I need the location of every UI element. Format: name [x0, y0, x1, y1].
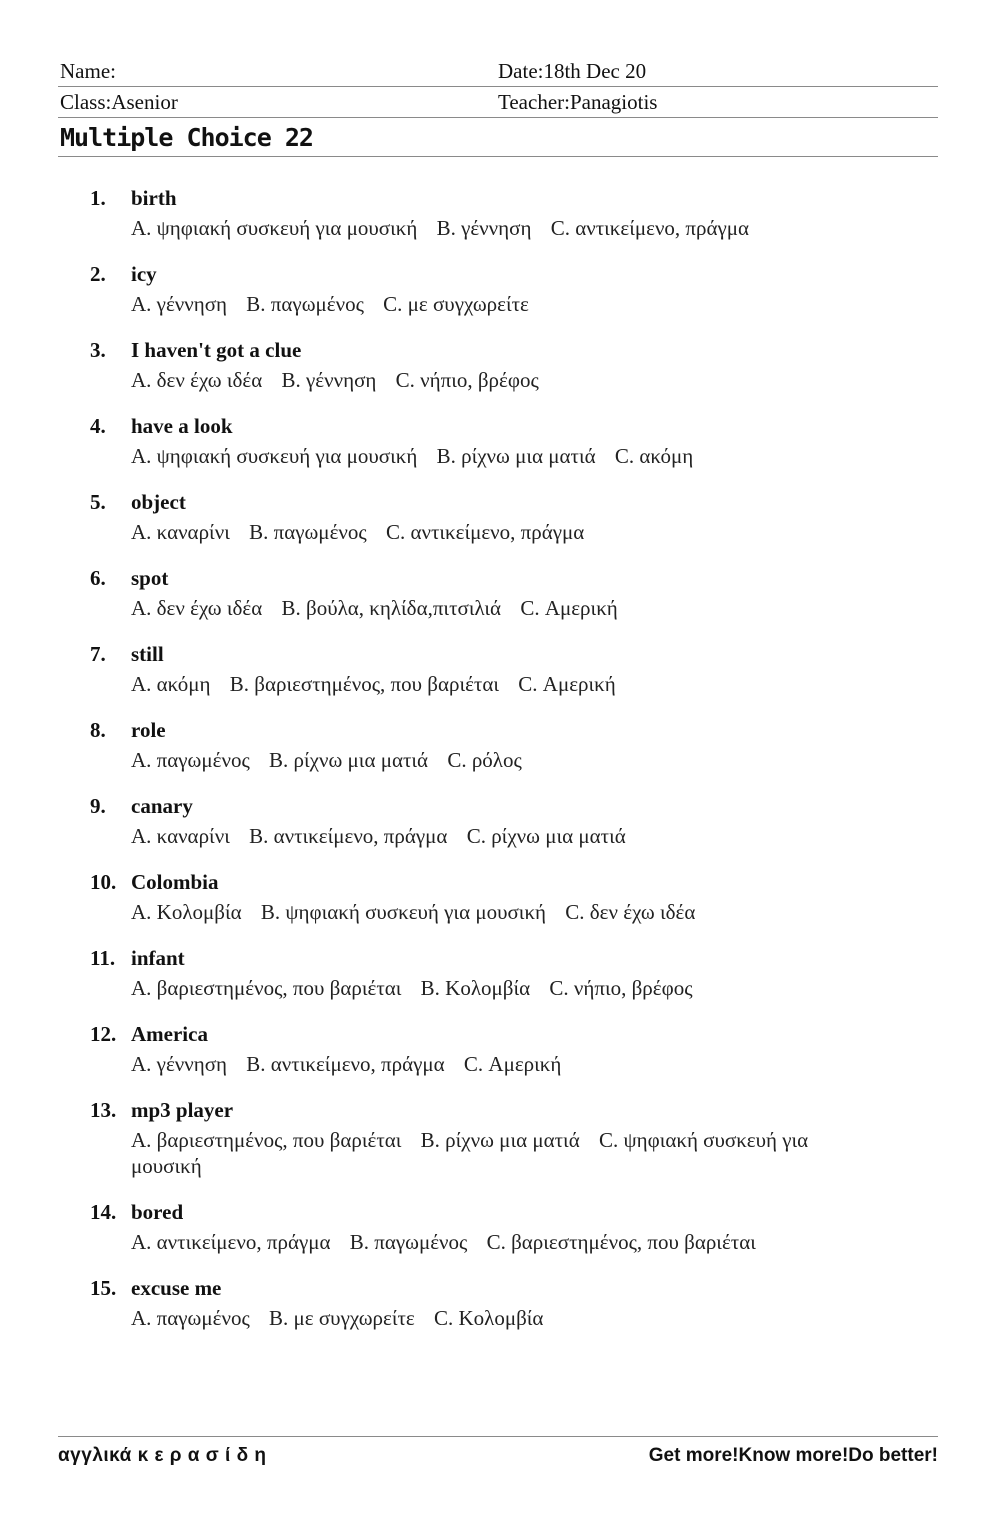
option-a[interactable]: A. γέννηση — [131, 292, 228, 316]
question-number: 12. — [90, 1022, 117, 1046]
question-number: 15. — [90, 1276, 117, 1300]
option-a[interactable]: A. αντικείμενο, πράγμα — [131, 1230, 331, 1254]
question-term: spot — [131, 566, 169, 590]
question-options — [131, 747, 871, 773]
option-b[interactable]: B. παγωμένος — [249, 520, 367, 544]
option-c[interactable]: C. νήπιο, βρέφος — [549, 976, 693, 1000]
question-number: 2. — [90, 262, 106, 286]
option-b[interactable]: B. Κολομβία — [420, 976, 531, 1000]
question-term: canary — [131, 794, 193, 818]
option-a[interactable]: A. ψηφιακή συσκευή για μουσική — [131, 444, 418, 468]
option-a[interactable]: A. βαριεστημένος, που βαριέται — [131, 976, 402, 1000]
question-list — [0, 184, 1000, 1350]
question-options — [131, 1229, 871, 1255]
option-a[interactable]: A. δεν έχω ιδέα — [131, 368, 263, 392]
question-number: 1. — [90, 186, 106, 210]
question-options — [131, 899, 871, 925]
question-options — [131, 291, 871, 317]
option-b[interactable]: B. βαριεστημένος, που βαριέται — [229, 672, 500, 696]
question-number: 9. — [90, 794, 106, 818]
header-row-name-date — [58, 56, 938, 87]
option-c[interactable]: C. Αμερική — [463, 1052, 562, 1076]
footer-slogan: Get more!Know more!Do better! — [648, 1445, 938, 1466]
option-b[interactable]: B. παγωμένος — [349, 1230, 468, 1254]
question-options — [131, 1305, 871, 1331]
option-a[interactable]: A. γέννηση — [131, 1052, 228, 1076]
question-term: icy — [131, 262, 157, 286]
option-c[interactable]: C. βαριεστημένος, που βαριέται — [486, 1230, 756, 1254]
option-c[interactable]: C. ρόλος — [447, 748, 522, 772]
option-a[interactable]: A. παγωμένος — [131, 748, 250, 772]
option-a[interactable]: A. βαριεστημένος, που βαριέται — [131, 1128, 402, 1152]
option-a[interactable]: A. δεν έχω ιδέα — [131, 596, 263, 620]
option-c[interactable]: C. ακόμη — [614, 444, 694, 468]
question-options — [131, 823, 871, 849]
question-item — [0, 792, 1000, 849]
question-term: role — [131, 718, 166, 742]
question-term: excuse me — [131, 1276, 222, 1300]
date-label: Date:18th Dec 20 — [498, 59, 647, 83]
question-number: 7. — [90, 642, 106, 666]
question-item — [0, 944, 1000, 1001]
question-number: 5. — [90, 490, 106, 514]
option-a[interactable]: A. ψηφιακή συσκευή για μουσική — [131, 216, 418, 240]
option-a[interactable]: A. παγωμένος — [131, 1306, 250, 1330]
question-options — [131, 519, 871, 545]
question-item — [0, 1198, 1000, 1255]
question-options — [131, 215, 871, 241]
question-item — [0, 488, 1000, 545]
option-b[interactable]: B. γέννηση — [281, 368, 377, 392]
question-number: 14. — [90, 1200, 117, 1224]
option-c[interactable]: C. ψηφιακή συσκευή για μουσική — [131, 1128, 809, 1178]
question-item — [0, 1096, 1000, 1179]
option-b[interactable]: B. βούλα, κηλίδα,πιτσιλιά — [281, 596, 502, 620]
option-a[interactable]: A. ακόμη — [131, 672, 211, 696]
option-c[interactable]: C. νήπιο, βρέφος — [395, 368, 539, 392]
question-term: I haven't got a clue — [131, 338, 302, 362]
class-label: Class:Asenior — [60, 90, 178, 114]
question-item — [0, 640, 1000, 697]
question-term: Colombia — [131, 870, 219, 894]
question-item — [0, 564, 1000, 621]
question-options — [131, 367, 871, 393]
question-item — [0, 1274, 1000, 1331]
question-term: still — [131, 642, 164, 666]
question-term: mp3 player — [131, 1098, 234, 1122]
option-a[interactable]: A. Κολομβία — [131, 900, 242, 924]
question-options — [131, 671, 871, 697]
question-term: bored — [131, 1200, 184, 1224]
question-term: infant — [131, 946, 185, 970]
option-b[interactable]: B. ρίχνω μια ματιά — [269, 748, 429, 772]
title-block — [58, 118, 938, 157]
question-number: 11. — [90, 946, 116, 970]
question-item — [0, 1020, 1000, 1077]
question-options — [131, 1127, 871, 1179]
option-b[interactable]: B. αντικείμενο, πράγμα — [246, 1052, 445, 1076]
question-item — [0, 184, 1000, 241]
option-b[interactable]: B. παγωμένος — [246, 292, 364, 316]
option-c[interactable]: C. με συγχωρείτε — [383, 292, 529, 316]
option-c[interactable]: C. αντικείμενο, πράγμα — [550, 216, 750, 240]
option-b[interactable]: B. με συγχωρείτε — [269, 1306, 415, 1330]
option-a[interactable]: A. καναρίνι — [131, 520, 230, 544]
option-b[interactable]: B. γέννηση — [436, 216, 532, 240]
option-c[interactable]: C. Αμερική — [518, 672, 616, 696]
option-c[interactable]: C. ρίχνω μια ματιά — [466, 824, 626, 848]
name-label: Name: — [60, 59, 116, 83]
question-term: have a look — [131, 414, 233, 438]
question-item — [0, 716, 1000, 773]
question-item — [0, 868, 1000, 925]
option-b[interactable]: B. ρίχνω μια ματιά — [420, 1128, 580, 1152]
question-item — [0, 412, 1000, 469]
question-item — [0, 336, 1000, 393]
page-title: Multiple Choice 22 — [60, 123, 313, 152]
option-b[interactable]: B. αντικείμενο, πράγμα — [249, 824, 448, 848]
question-term: birth — [131, 186, 177, 210]
question-options — [131, 443, 871, 469]
question-number: 6. — [90, 566, 106, 590]
option-c[interactable]: C. Κολομβία — [433, 1306, 544, 1330]
question-options — [131, 595, 871, 621]
option-b[interactable]: B. ρίχνω μια ματιά — [436, 444, 596, 468]
question-options — [131, 975, 871, 1001]
option-c[interactable]: C. δεν έχω ιδέα — [565, 900, 696, 924]
question-number: 3. — [90, 338, 106, 362]
header-row-class-teacher — [58, 87, 938, 118]
question-item — [0, 260, 1000, 317]
page-footer — [58, 1436, 938, 1473]
question-number: 13. — [90, 1098, 117, 1122]
option-b[interactable]: B. ψηφιακή συσκευή για μουσική — [260, 900, 547, 924]
option-c[interactable]: C. Αμερική — [520, 596, 618, 620]
footer-brand: αγγλικά κ ε ρ α σ ί δ η — [58, 1445, 267, 1466]
question-options — [131, 1051, 871, 1077]
question-term: object — [131, 490, 186, 514]
option-c[interactable]: C. αντικείμενο, πράγμα — [385, 520, 585, 544]
question-number: 8. — [90, 718, 106, 742]
question-term: America — [131, 1022, 208, 1046]
option-a[interactable]: A. καναρίνι — [131, 824, 230, 848]
question-number: 4. — [90, 414, 106, 438]
question-number: 10. — [90, 870, 117, 894]
teacher-label: Teacher:Panagiotis — [498, 90, 658, 114]
